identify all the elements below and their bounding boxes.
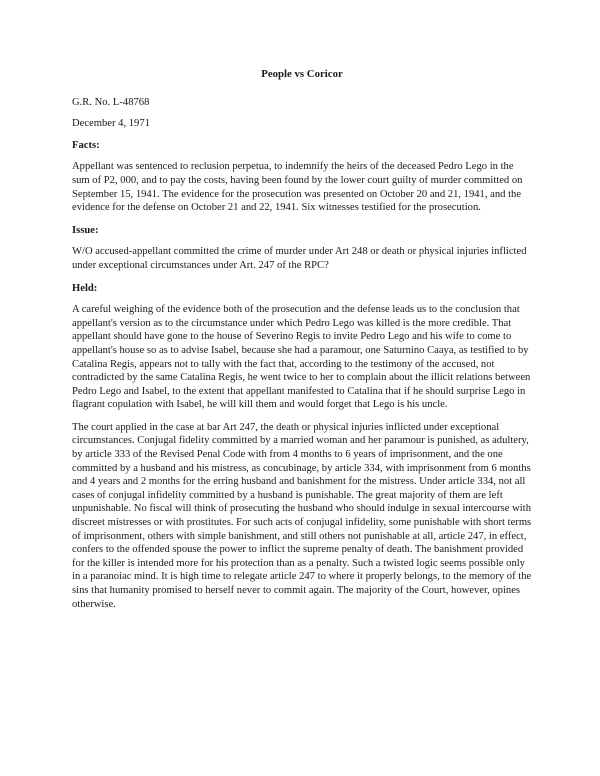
facts-paragraph: Appellant was sentenced to reclusion perpetua, to indemnify the heirs of the deceased Pedro Lego in the sum of P2, 000, and to pay the costs, having been found by the lower court guilty of murder committed on September 15, 1941. The evidence for the prosecution was presented on October 20 and 21, 1941, and the evidence for the defense on October 21 and 22, 1941. Six witnesses testified for the prosecution. xyxy=(72,161,523,214)
issue-heading: Issue: xyxy=(72,224,99,236)
document-page xyxy=(72,68,532,620)
gr-number: G.R. No. L-48768 xyxy=(72,96,150,108)
held-paragraph-1: A careful weighing of the evidence both of the prosecution and the defense leads us to the conclusion that appellant's version as to the circumstance under which Pedro Lego was killed is the more credible. That appellant should have gone to the house of Severino Regis to invite Pedro Lego and his wife to come to appellant's house so as to advise Isabel, because she had a paramour, one Saturnino Caaya, as testified to by Catalina Regis, appears not to tally with the fact that, according to the testimony of the accused, not contradicted by the same Catalina Regis, he went twice to her to complain about the illicit relations between Pedro Lego and Isabel, to the extent that appellant manifested to Catalina that if he should surprise Lego in flagrant copulation with Isabel, he will kill them and would forget that Lego is his uncle. xyxy=(72,304,531,411)
facts-heading: Facts: xyxy=(72,139,100,151)
held-paragraph-2: The court applied in the case at bar Art 247, the death or physical injuries inflicted under exceptional circumstances. Conjugal fidelity committed by a married woman and her paramour is punished, as adultery, by article 333 of the Revised Penal Code with from 4 months to 6 years of imprisonment, and the one committed by a husband and his mistress, as concubinage, by article 334, with imprisonment from 6 months and 4 years and 2 months for the erring husband and banishment for the mistress. Under article 334, not all cases of conjugal infidelity committed by a husband is punishable. The great majority of them are left unpunishable. No fiscal will think of prosecuting the husband who should indulge in sexual intercourse with discreet mistresses or with prostitutes. For such acts of conjugal infidelity, some punishable with short terms of imprisonment, others with simple banishment, and still others not punishable at all, article 247, in effect, confers to the offended spouse the power to inflict the supreme penalty of death. The banishment provided for the killer is intended more for his protection than as a penalty. Such a twisted logic seems possible only in a paranoiac mind. It is high time to relegate article 247 to where it properly belongs, to the memory of the sins that humanity promised to herself never to commit again. The majority of the Court, however, opines otherwise. xyxy=(72,421,532,610)
issue-paragraph: W/O accused-appellant committed the crime of murder under Art 248 or death or physical injuries inflicted under exceptional circumstances under Art. 247 of the RPC? xyxy=(72,246,527,271)
case-title: People vs Coricor xyxy=(261,68,343,80)
held-heading: Held: xyxy=(72,282,98,294)
decision-date: December 4, 1971 xyxy=(72,118,150,130)
